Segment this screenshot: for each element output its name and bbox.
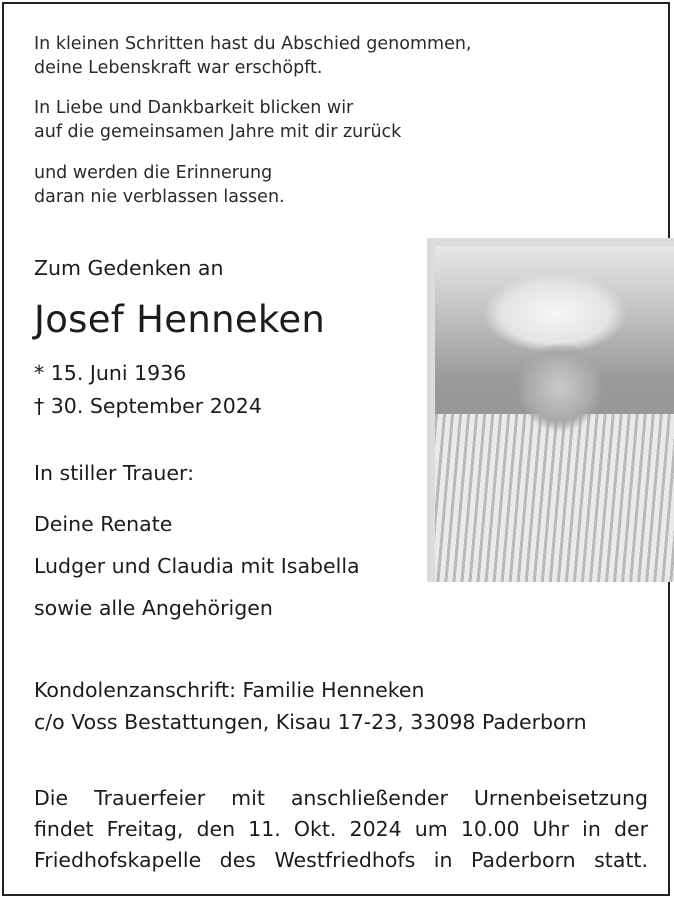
- ceremony-line: Friedhofskapelle des Westfriedhofs in Paderborn statt.: [34, 848, 648, 872]
- verse-line: deine Lebenskraft war erschöpft.: [34, 58, 323, 78]
- verse-line: auf die gemeinsamen Jahre mit dir zurück: [34, 122, 402, 142]
- verse-line: In Liebe und Dankbarkeit blicken wir: [34, 98, 354, 118]
- obituary-card: [2, 2, 670, 896]
- memorial-intro: Zum Gedenken an: [34, 256, 224, 280]
- death-date: † 30. September 2024: [34, 394, 262, 418]
- deceased-name: Josef Henneken: [34, 298, 326, 341]
- birth-date: * 15. Juni 1936: [34, 361, 187, 385]
- condolence-address-line: Kondolenzanschrift: Familie Henneken: [34, 678, 425, 702]
- mourner-line: sowie alle Angehörigen: [34, 596, 273, 620]
- portrait-photo: [435, 246, 674, 582]
- mourners-heading: In stiller Trauer:: [34, 461, 194, 485]
- portrait-frame: [427, 238, 674, 582]
- mourner-line: Deine Renate: [34, 512, 173, 536]
- mourner-line: Ludger und Claudia mit Isabella: [34, 554, 360, 578]
- ceremony-line: Die Trauerfeier mit anschließender Urnenbeisetzung: [34, 786, 648, 810]
- verse-line: daran nie verblassen lassen.: [34, 187, 285, 207]
- ceremony-line: findet Freitag, den 11. Okt. 2024 um 10.00 Uhr in der: [34, 817, 648, 841]
- verse-line: In kleinen Schritten hast du Abschied genommen,: [34, 34, 472, 54]
- condolence-address-line: c/o Voss Bestattungen, Kisau 17-23, 33098 Paderborn: [34, 710, 587, 734]
- verse-line: und werden die Erinnerung: [34, 163, 273, 183]
